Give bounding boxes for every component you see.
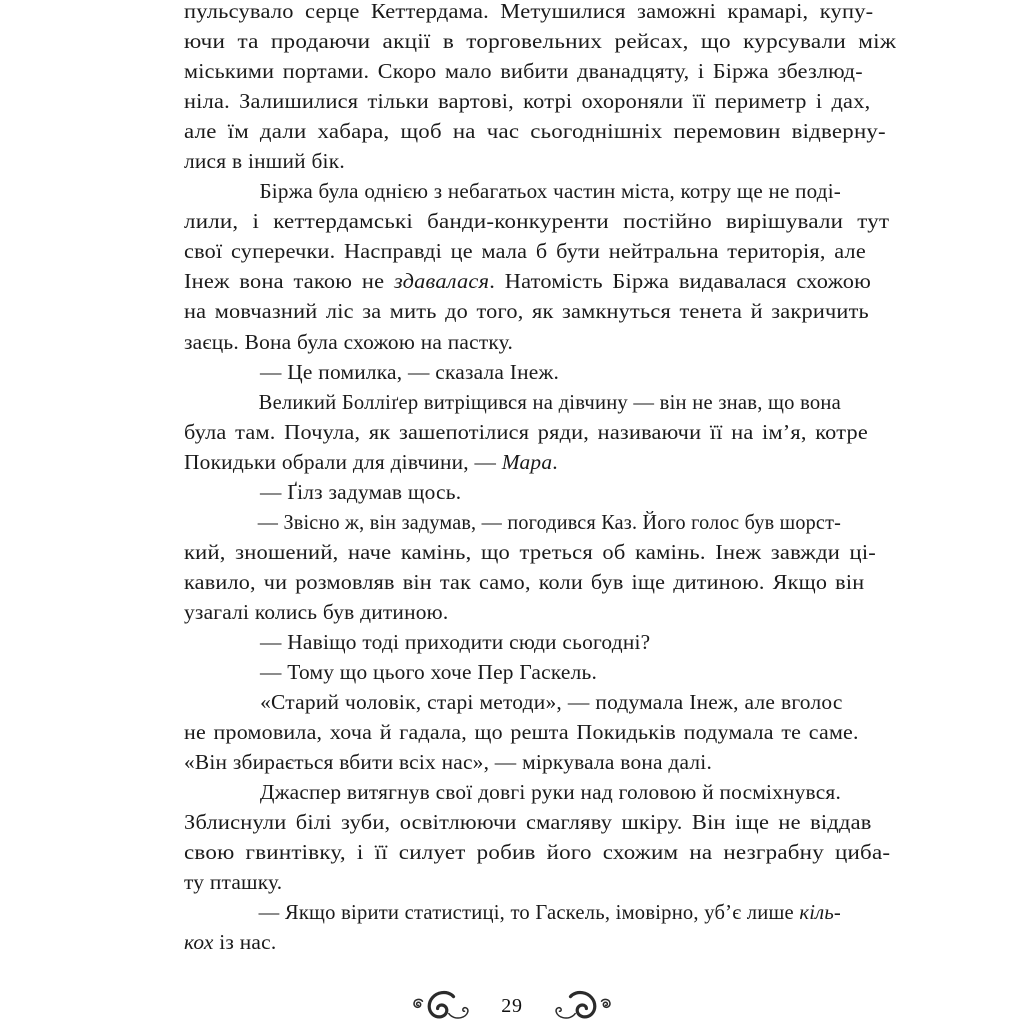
emphasis-text: кох — [184, 930, 214, 955]
text-line: — Це помилка, — сказала Інеж. — [260, 359, 560, 384]
emphasis-text: здавалася — [393, 269, 490, 294]
text-run: . — [552, 449, 558, 474]
dialogue-paragraph — [184, 627, 841, 657]
text-line: кавило, чи розмовляв він так само, коли був іще дитиною. Якщо він — [184, 569, 865, 594]
paragraph — [184, 387, 868, 477]
page-number: 29 — [501, 994, 523, 1017]
text-line: Зблиснули білі зуби, освітлюючи смагляву шкіру. Він іще не віддав — [184, 810, 872, 835]
text-run: Інеж вона такою не — [184, 269, 394, 294]
text-line: узагалі колись був дитиною. — [184, 599, 449, 624]
text-run: . Натомість Біржа видавалася схожою — [489, 269, 872, 294]
text-line — [184, 447, 841, 477]
text-line: — Тому що цього хоче Пер Гаскель. — [260, 660, 598, 685]
dialogue-paragraph — [184, 507, 877, 627]
page-text-block — [184, 0, 897, 958]
text-line: ніла. Залишилися тільки вартові, котрі охороняли її периметр і дах, — [184, 89, 871, 114]
text-line: ту пташку. — [184, 870, 283, 895]
text-line — [184, 927, 841, 957]
text-line: «Він збирається вбити всіх нас», — міркувала вона далі. — [184, 750, 713, 775]
paragraph — [184, 176, 890, 356]
emphasis-text: кіль- — [799, 900, 841, 925]
dialogue-paragraph — [184, 357, 841, 387]
text-line: ючи та продаючи акції в торговельних рейсах, що курсували між — [184, 29, 897, 54]
paragraph — [184, 0, 897, 176]
text-run: — Якщо вірити статистиці, то Гаскель, імовірно, уб’є лише — [258, 900, 800, 925]
flourish-ornament-right-icon — [537, 990, 615, 1022]
emphasis-text: Мара — [501, 449, 553, 474]
text-line: Джаспер витягнув свої довгі руки над головою й посміхнувся. — [259, 780, 841, 805]
text-line: — Звісно ж, він задумав, — погодився Каз. Його голос був шорст- — [257, 509, 841, 534]
text-line: була там. Почула, як зашепотілися ряди, називаючи її на ім’я, котре — [184, 419, 868, 444]
text-line: заєць. Вона була схожою на пастку. — [184, 329, 514, 354]
text-line: «Старий чоловік, старі методи», — подумала Інеж, але вголос — [260, 690, 843, 715]
text-line: кий, зношений, наче камінь, що треться об камінь. Інеж завжди ці- — [184, 539, 877, 564]
text-line: Великий Болліґер витріщився на дівчину — він не знав, що вона — [258, 389, 841, 414]
text-line: лися в інший бік. — [184, 149, 345, 174]
text-run: із нас. — [213, 930, 277, 955]
text-line: не промовила, хоча й гадала, що решта Покидьків подумала те саме. — [184, 720, 859, 745]
text-line: Біржа була однією з небагатьох частин міста, котру ще не поді- — [259, 179, 841, 204]
text-line — [222, 897, 841, 927]
text-line: — Навіщо тоді приходити сюди сьогодні? — [260, 629, 651, 654]
text-line: пульсувало серце Кеттердама. Метушилися заможні крамарі, купу- — [184, 0, 874, 23]
dialogue-paragraph — [184, 897, 841, 957]
text-run: Покидьки обрали для дівчини, — — [184, 449, 502, 474]
dialogue-paragraph — [184, 477, 841, 507]
paragraph — [184, 777, 891, 897]
text-line: на мовчазний ліс за мить до того, як замкнуться тенета й закричить — [184, 299, 869, 324]
text-line: — Ґілз задумав щось. — [260, 479, 462, 504]
text-line: міськими портами. Скоро мало вибити дванадцяту, і Біржа збезлюд- — [184, 59, 863, 84]
paragraph — [184, 687, 859, 777]
page-footer — [0, 988, 1024, 1024]
flourish-ornament-left-icon — [409, 990, 487, 1022]
text-line — [184, 266, 871, 296]
text-line: лили, і кеттердамські банди-конкуренти постійно вирішували тут — [184, 209, 890, 234]
text-line: свої суперечки. Насправді це мала б бути нейтральна територія, але — [184, 239, 866, 264]
text-line: але їм дали хабара, щоб на час сьогоднішніх перемовин відверну- — [184, 119, 886, 144]
dialogue-paragraph — [184, 657, 841, 687]
text-line: свою гвинтівку, і її силует робив його схожим на незграбну циба- — [184, 840, 891, 865]
